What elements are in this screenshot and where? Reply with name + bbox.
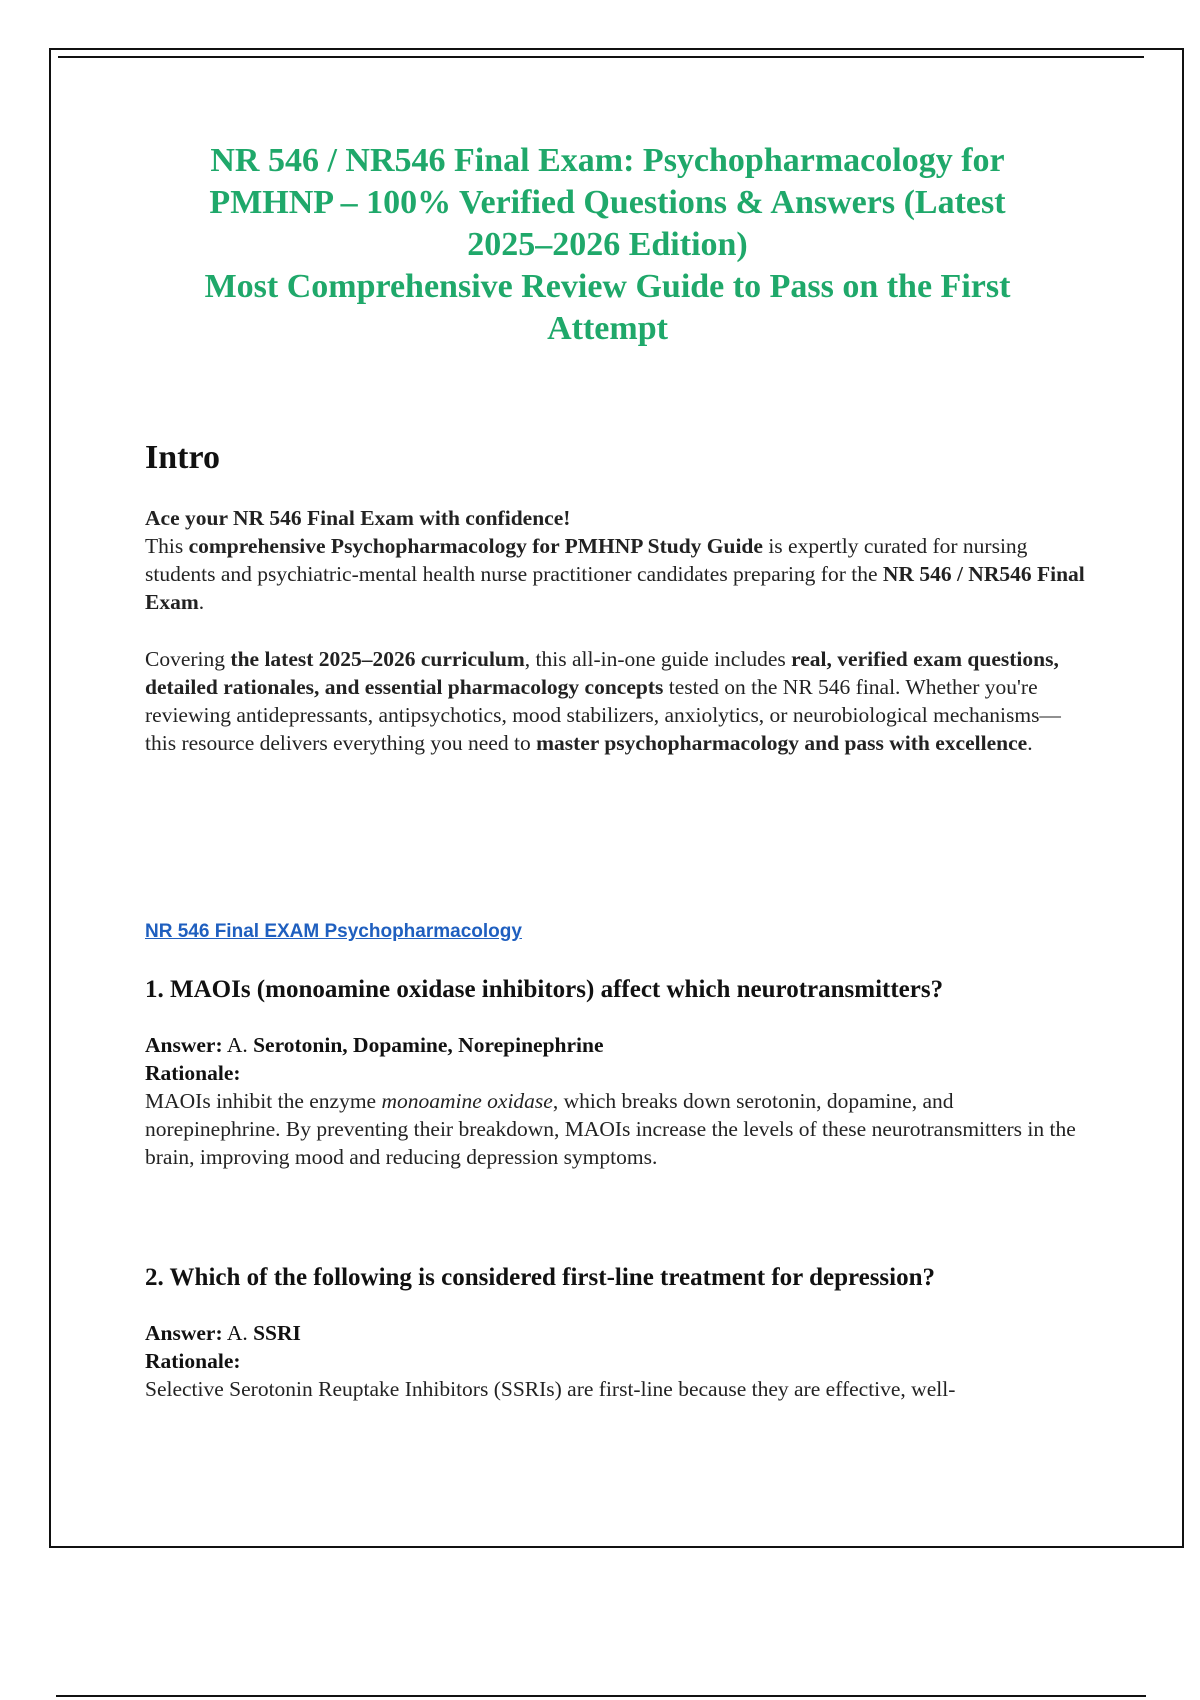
intro-p2-bold-2: real, verified exam questions, detailed rationales, and essential pharmacology concepts [145, 647, 1059, 699]
intro-paragraph-1 [145, 504, 1090, 616]
rationale-1-label-text: Rationale: [145, 1061, 241, 1085]
answer-1 [145, 1031, 1090, 1059]
document-content [145, 140, 1090, 1403]
intro-bold-lead: Ace your NR 546 Final Exam with confidence! [145, 506, 571, 530]
title-line-5: Attempt [547, 310, 668, 347]
top-rule [58, 56, 1144, 58]
answer-2-letter: A. [222, 1321, 254, 1345]
intro-p2-text-1: Covering [145, 647, 231, 671]
document-title [135, 140, 1080, 350]
rationale-2-text: Selective Serotonin Reuptake Inhibitors (SSRIs) are first-line because they are effective, well- [145, 1377, 956, 1401]
intro-p1-text-1: This [145, 534, 189, 558]
psychopharmacology-exam-link[interactable]: NR 546 Final EXAM Psychopharmacology [145, 921, 522, 942]
intro-p1-bold-2: NR 546 / NR546 Final Exam [145, 562, 1085, 614]
rationale-1-text-1: MAOIs inhibit the enzyme [145, 1089, 382, 1113]
question-1: 1. MAOIs (monoamine oxidase inhibitors) affect which neurotransmitters? [145, 976, 944, 1003]
rationale-1-text-2: , which breaks down serotonin, dopamine, and norepinephrine. By preventing their breakdown, MAOIs increase the levels of these neurotransmitters in the brain, improving mood and reducing depression symptoms. [145, 1089, 1076, 1169]
intro-p2-text-4: . [1027, 731, 1033, 755]
rationale-1-text [145, 1087, 1090, 1171]
rationale-1-label [145, 1059, 1090, 1087]
answer-1-letter: A. [222, 1033, 254, 1057]
answer-1-value: Serotonin, Dopamine, Norepinephrine [253, 1033, 604, 1057]
intro-p1-text-3: . [198, 590, 205, 614]
question-2: 2. Which of the following is considered first-line treatment for depression? [145, 1264, 936, 1291]
title-line-3: 2025–2026 Edition) [467, 226, 748, 263]
title-line-1: NR 546 / NR546 Final Exam: Psychopharmacology for [210, 142, 1005, 179]
intro-p2-bold-1: the latest 2025–2026 curriculum [230, 647, 525, 671]
intro-p1-text-2: is expertly curated for nursing students and psychiatric-mental health nurse practitioner candidates preparing for the [145, 534, 1028, 586]
intro-p2-bold-3: master psychopharmacology and pass with excellence [536, 731, 1028, 755]
rationale-2-label-text: Rationale: [145, 1349, 241, 1373]
intro-paragraph-2 [145, 645, 1090, 757]
answer-2-value: SSRI [253, 1321, 301, 1345]
answer-2-label: Answer: [145, 1321, 223, 1345]
answer-2 [145, 1319, 1090, 1347]
bottom-rule [56, 1695, 1146, 1697]
intro-p2-text-3: tested on the NR 546 final. Whether you're reviewing antidepressants, antipsychotics, mood stabilizers, anxiolytics, or neurobiological mechanisms—this resource delivers everything you need to [145, 675, 1061, 755]
title-line-2: PMHNP – 100% Verified Questions & Answers (Latest [209, 184, 1006, 221]
intro-heading: Intro [145, 439, 220, 476]
intro-p1-bold-1: comprehensive Psychopharmacology for PMHNP Study Guide [188, 534, 763, 558]
rationale-1-emphasis: monoamine oxidase [381, 1089, 553, 1113]
title-line-4: Most Comprehensive Review Guide to Pass on the First [204, 268, 1011, 305]
answer-1-label: Answer: [145, 1033, 223, 1057]
intro-p2-text-2: , this all-in-one guide includes [524, 647, 792, 671]
rationale-2-label [145, 1347, 1090, 1375]
